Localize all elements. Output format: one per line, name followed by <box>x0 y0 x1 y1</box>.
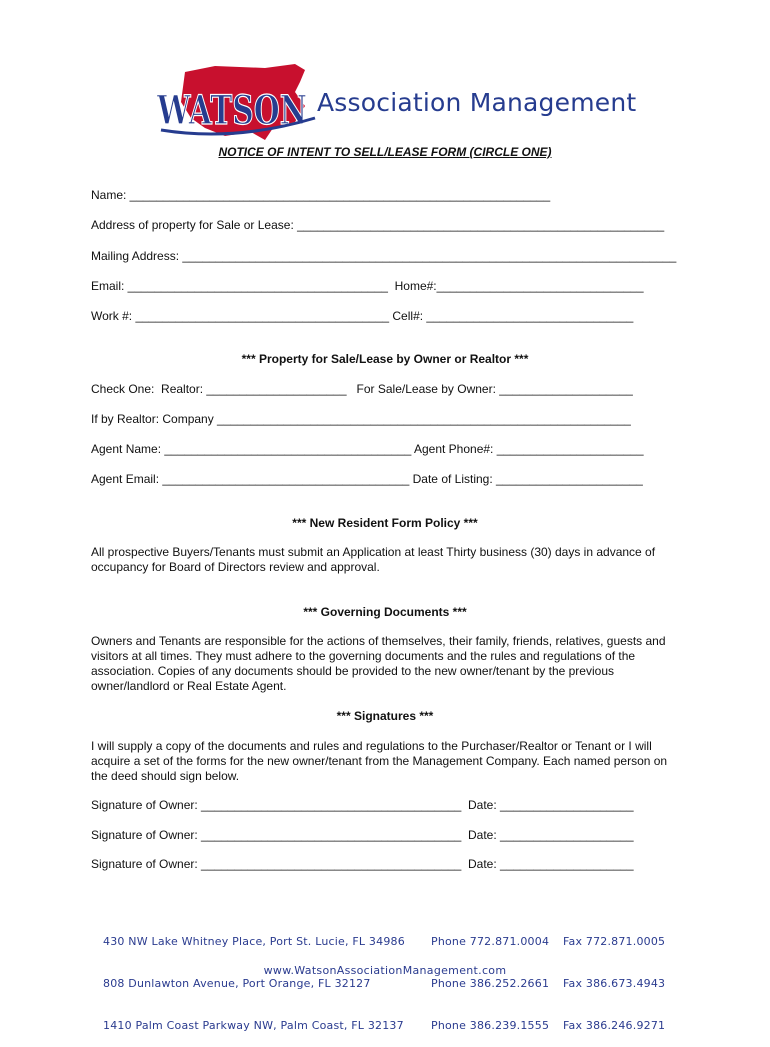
footer-faxes <box>563 907 665 1047</box>
footer-phone: Phone 386.252.2661 <box>431 977 550 990</box>
footer-fax: Fax 772.871.0005 <box>563 935 666 948</box>
form-title: NOTICE OF INTENT TO SELL/LEASE FORM (CIRCLE ONE) <box>218 145 552 159</box>
signature-line[interactable]: Signature of Owner: _______________________________________ Date: ____________________ <box>91 857 634 871</box>
work-cell-field[interactable]: Work #: ______________________________________ Cell#: _______________________________ <box>91 309 634 323</box>
governing-heading: *** Governing Documents *** <box>303 605 467 619</box>
signature-line[interactable]: Signature of Owner: _______________________________________ Date: ____________________ <box>91 828 634 842</box>
signatures-heading: *** Signatures *** <box>336 709 434 723</box>
email-home-field[interactable]: Email: _______________________________________ Home#:_______________________________ <box>91 279 644 293</box>
check-one-field[interactable]: Check One: Realtor: _____________________ For Sale/Lease by Owner: ____________________ <box>91 382 633 396</box>
agent-name-field[interactable]: Agent Name: _____________________________________ Agent Phone#: ______________________ <box>91 442 644 456</box>
logo-wordmark: WATSON <box>156 87 307 134</box>
mailing-address-field[interactable]: Mailing Address: __________________________________________________________________________ <box>91 249 677 263</box>
address-field[interactable]: Address of property for Sale or Lease: _______________________________________________________ <box>91 218 665 232</box>
footer-phone: Phone 386.239.1555 <box>431 1019 550 1032</box>
logo-tagline: Association Management <box>317 88 637 117</box>
realtor-company-field[interactable]: If by Realtor: Company ______________________________________________________________ <box>91 412 631 426</box>
footer-address: 1410 Palm Coast Parkway NW, Palm Coast, FL 32137 <box>103 1019 404 1032</box>
property-heading: *** Property for Sale/Lease by Owner or Realtor *** <box>241 352 529 366</box>
resident-heading: *** New Resident Form Policy *** <box>292 516 478 530</box>
signatures-text: I will supply a copy of the documents and rules and regulations to the Purchaser/Realtor or Tenant or I will acquire a set of the forms for the new owner/tenant from the Management Company. Each named person on the deed should sign below. <box>91 739 668 783</box>
footer-fax: Fax 386.246.9271 <box>563 1019 666 1032</box>
footer-address: 430 NW Lake Whitney Place, Port St. Lucie, FL 34986 <box>103 935 405 948</box>
footer-fax: Fax 386.673.4943 <box>563 977 666 990</box>
footer-phone: Phone 772.871.0004 <box>431 935 550 948</box>
website-link[interactable]: www.WatsonAssociationManagement.com <box>263 964 507 977</box>
footer-addresses <box>103 907 405 1047</box>
footer-address: 808 Dunlawton Avenue, Port Orange, FL 32127 <box>103 977 371 990</box>
agent-email-field[interactable]: Agent Email: _____________________________________ Date of Listing: ______________________ <box>91 472 643 486</box>
footer-phones <box>431 907 549 1047</box>
resident-policy-text: All prospective Buyers/Tenants must submit an Application at least Thirty business (30) days in advance of occupancy for Board of Directors review and approval. <box>91 545 656 574</box>
governing-text: Owners and Tenants are responsible for the actions of themselves, their family, friends, relatives, guests and visitors at all times. They must adhere to the governing documents and the rules and regulations of the association. Copies of any documents should be provided to the new owner/tenant by the previous owner/landlord or Real Estate Agent. <box>91 634 666 693</box>
signature-line[interactable]: Signature of Owner: _______________________________________ Date: ____________________ <box>91 798 634 812</box>
name-field[interactable]: Name: _______________________________________________________________ <box>91 188 551 202</box>
